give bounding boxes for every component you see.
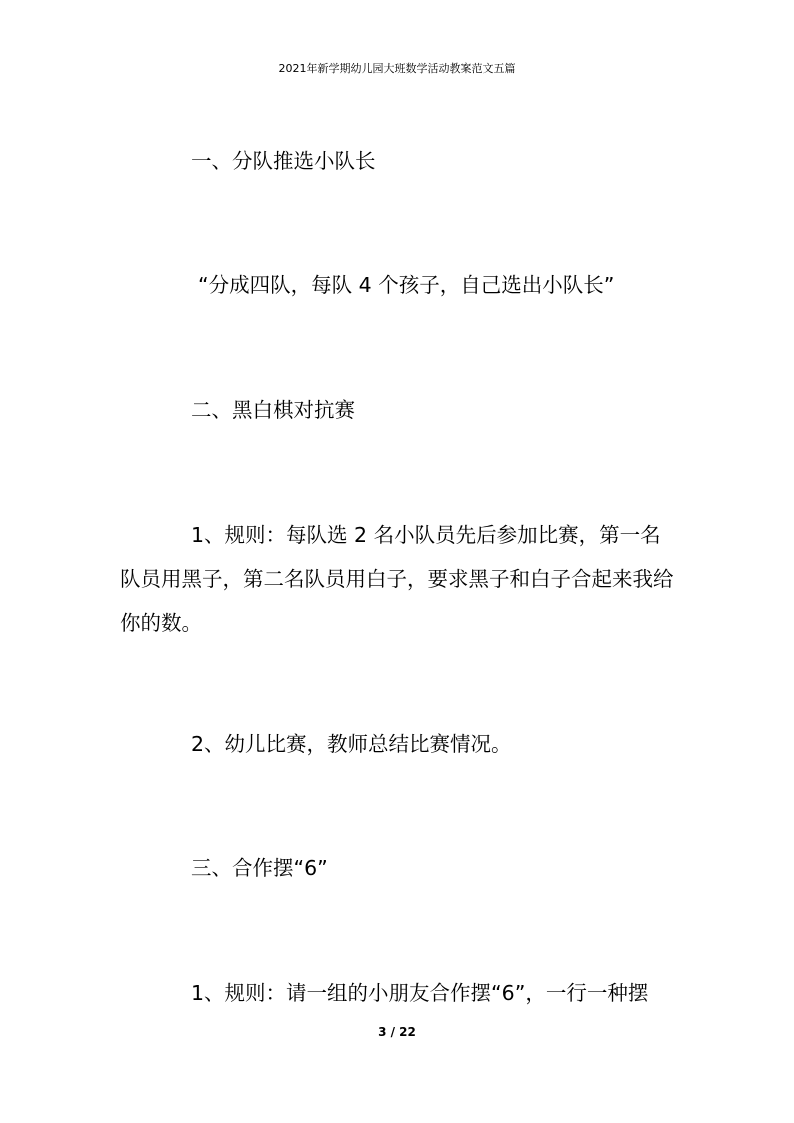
section-1-quote: “分成四队，每队 4 个孩子，自己选出小队长” [198,273,615,297]
section-1-heading: 一、分队推选小队长 [191,149,376,173]
section-2-heading: 二、黑白棋对抗赛 [191,398,355,422]
page-number: 3 / 22 [378,1025,416,1039]
page-header-title: 2021年新学期幼儿园大班数学活动教案范文五篇 [278,62,516,75]
section-2-summary-paragraph: 2、幼儿比赛，教师总结比赛情况。 [191,732,512,756]
section-3-heading: 三、合作摆“6” [191,856,328,880]
section-3-rule-paragraph: 1、规则：请一组的小朋友合作摆“6”，一行一种摆 [191,981,649,1005]
section-2-rule-paragraph: 1、规则：每队选 2 名小队员先后参加比赛，第一名队员用黑子，第二名队员用白子，要求黑子和白子合起来我给你的数。 [120,523,674,635]
